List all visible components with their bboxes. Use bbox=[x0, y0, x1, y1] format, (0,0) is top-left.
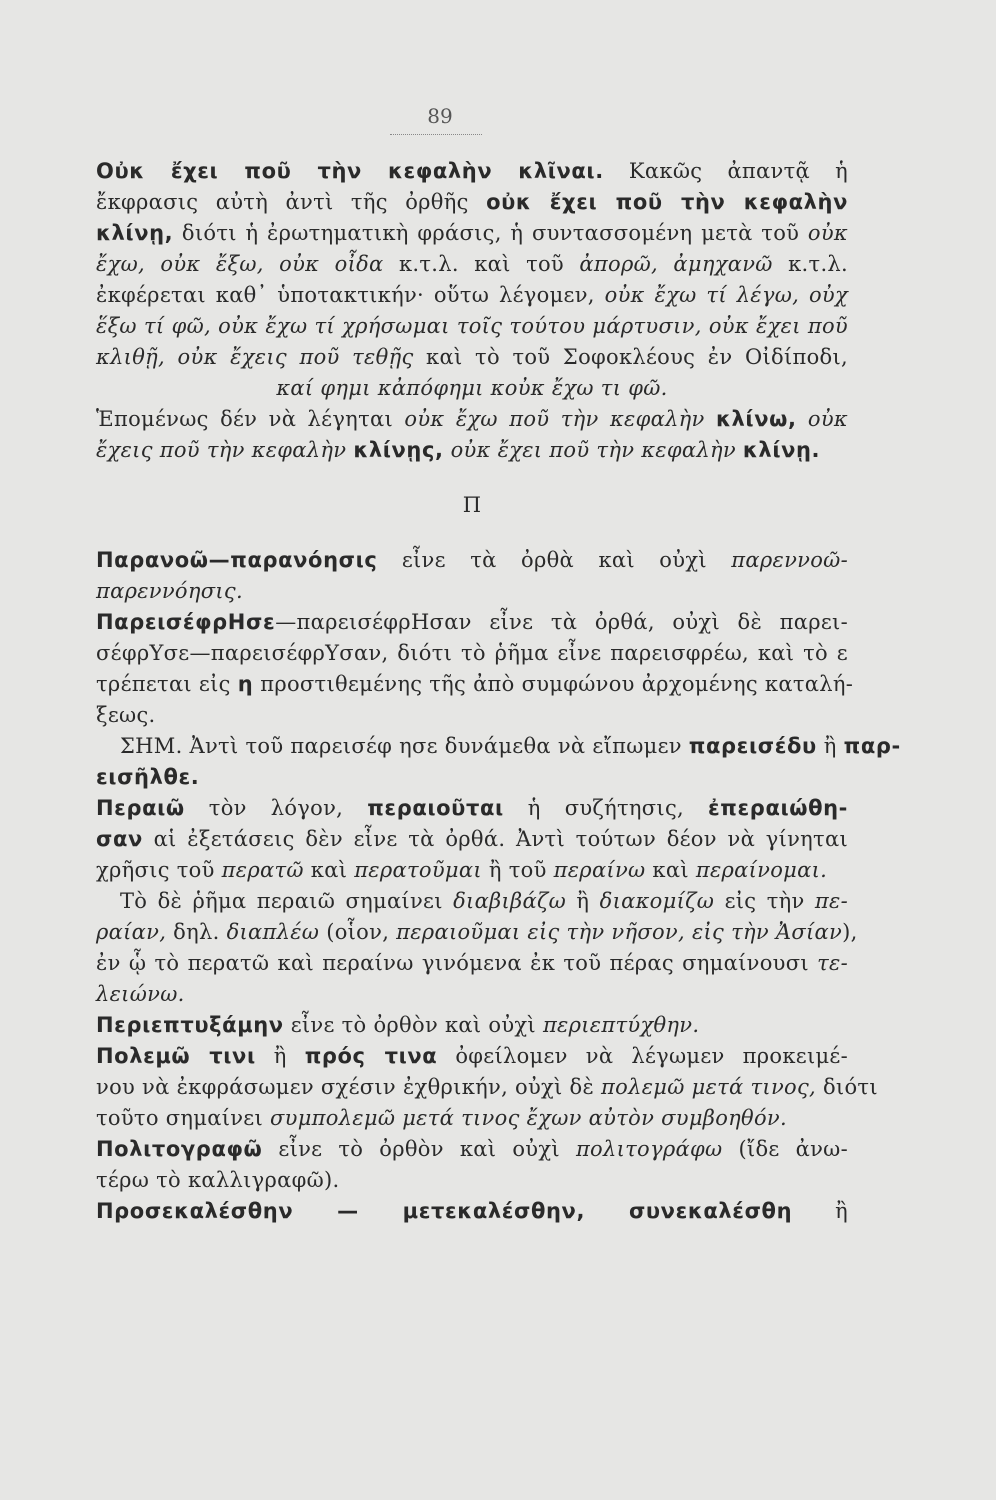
bold-term: οὐκ ἔχει ποῦ τὴν κεφαλὴν bbox=[486, 190, 848, 214]
bold-term: Πολεμῶ τινι bbox=[96, 1044, 256, 1068]
text-line bbox=[96, 1041, 848, 1072]
text-line bbox=[96, 762, 848, 793]
text-line bbox=[96, 1165, 848, 1196]
bold-term: παρ- bbox=[843, 734, 901, 758]
bold-term: κλίνῃς, bbox=[353, 438, 444, 462]
text-run: ἢ bbox=[816, 734, 844, 758]
text-line bbox=[96, 793, 848, 824]
text-run: τὸν λόγον, bbox=[184, 796, 368, 820]
text-line bbox=[96, 1196, 848, 1227]
text-run: τρέπεται εἰς bbox=[96, 672, 238, 696]
text-run: καὶ τὸ τοῦ Σοφοκλέους ἐν Οἰδίποδι, bbox=[413, 345, 848, 369]
bold-term: κλίνῃ. bbox=[742, 438, 821, 462]
text-run: εἶνε τὸ ὀρθὸν καὶ οὐχὶ bbox=[283, 1013, 543, 1037]
bold-term: κλίνῃ, bbox=[96, 221, 174, 245]
text-line bbox=[96, 700, 848, 731]
bold-term: Προσεκαλέσθην — μετεκαλέσθην, συνεκαλέσθη bbox=[96, 1199, 793, 1223]
italic-term: διαπλέω bbox=[226, 920, 320, 944]
bold-term: εισῆλθε. bbox=[96, 765, 200, 789]
text-line bbox=[96, 1010, 848, 1041]
text-run: χρῆσις τοῦ bbox=[96, 858, 222, 882]
text-line bbox=[96, 545, 848, 576]
text-line bbox=[96, 855, 848, 886]
text-run: ἐκφέρεται καθ᾽ ὑποτακτικήν· οὕτω λέγομεν, bbox=[96, 283, 605, 307]
text-line bbox=[96, 187, 848, 218]
text-line bbox=[96, 917, 858, 948]
header-rule bbox=[390, 134, 482, 135]
text-run: σέφρΥσε—παρεισέφρΥσαν, διότι τὸ ῥῆμα εἶνε παρεισφρέω, καὶ τὸ ε bbox=[96, 641, 848, 665]
bold-term: πρός τινα bbox=[304, 1044, 438, 1068]
text-line bbox=[96, 1072, 878, 1103]
italic-term: πε- bbox=[814, 889, 848, 913]
text-line bbox=[96, 156, 848, 187]
text-line bbox=[96, 638, 848, 669]
bold-term: σαν bbox=[96, 827, 143, 851]
italic-term: διαβιβάζω bbox=[453, 889, 567, 913]
text-run: νου νὰ ἐκφράσωμεν σχέσιν ἐχθρικήν, οὐχὶ δὲ bbox=[96, 1075, 602, 1099]
italic-term: περατῶ bbox=[221, 858, 304, 882]
italic-term: ἀπορῶ, ἀμηχανῶ bbox=[579, 252, 773, 276]
text-run: καὶ bbox=[645, 858, 696, 882]
italic-term: οὐκ ἔχω τί λέγω, οὐχ bbox=[604, 283, 848, 307]
text-run: ξεως. bbox=[96, 703, 156, 727]
text-run: εἰς τὴν bbox=[714, 889, 815, 913]
bold-term: Πολιτογραφῶ bbox=[96, 1137, 263, 1161]
text-line bbox=[96, 280, 848, 311]
text-run: προστιθεμένης τῆς ἀπὸ συμφώνου ἀρχομένης καταλή- bbox=[253, 672, 854, 696]
text-line bbox=[96, 948, 848, 979]
text-run: Ἑπομένως δέν νὰ λέγηται bbox=[96, 407, 405, 431]
text-line bbox=[96, 731, 901, 762]
text-run: Κακῶς ἀπαντᾷ ἡ bbox=[603, 159, 848, 183]
italic-term: οὐκ bbox=[807, 221, 848, 245]
text-line bbox=[96, 607, 848, 638]
text-line bbox=[96, 249, 848, 280]
text-run: τοῦτο σημαίνει bbox=[96, 1106, 270, 1130]
text-line bbox=[96, 404, 848, 435]
italic-term: οὐκ ἔχω ποῦ τὴν κεφαλὴν bbox=[404, 407, 716, 431]
spacer bbox=[96, 521, 848, 545]
text-line bbox=[96, 576, 848, 607]
bold-term: ἐπεραιώθη- bbox=[708, 796, 848, 820]
italic-term: ἕξω τί φῶ, οὐκ ἔχω τί χρήσωμαι τοῖς τούτου μάρτυσιν, οὐκ ἔχει ποῦ bbox=[96, 314, 848, 338]
text-run: (οἷον, bbox=[319, 920, 397, 944]
italic-term: περαιοῦμαι εἰς τὴν νῆσον, εἰς τὴν Ἀσίαν bbox=[396, 920, 843, 944]
text-run: ἡ συζήτησις, bbox=[503, 796, 709, 820]
text-run: κ.τ.λ. καὶ τοῦ bbox=[383, 252, 580, 276]
text-line bbox=[96, 311, 848, 342]
text-line bbox=[96, 435, 848, 466]
text-run: ΣΗΜ. Ἀντὶ τοῦ παρεισέφ ησε δυνάμεθα νὰ εἴπωμεν bbox=[120, 734, 689, 758]
italic-term: πολεμῶ μετά τινος, bbox=[601, 1075, 817, 1099]
italic-term: καί φημι κἀπόφημι κοὐκ ἔχω τι φῶ. bbox=[276, 376, 668, 400]
bold-term: ΠαρεισέφρΗσε bbox=[96, 610, 276, 634]
italic-term: οὐκ bbox=[796, 407, 848, 431]
italic-term: παρεννοῶ- bbox=[731, 548, 848, 572]
italic-term: παρεννόησις. bbox=[96, 579, 243, 603]
text-line bbox=[96, 490, 848, 521]
bold-term: κλίνω, bbox=[716, 407, 797, 431]
text-line bbox=[96, 1103, 848, 1134]
italic-term: οὐκ ἔχει ποῦ τὴν κεφαλὴν bbox=[443, 438, 743, 462]
text-run: (ἴδε ἀνω- bbox=[722, 1137, 848, 1161]
text-run: καὶ bbox=[303, 858, 355, 882]
body-text bbox=[96, 156, 901, 1227]
italic-term: περαίνομαι. bbox=[695, 858, 828, 882]
italic-term: περιεπτύχθην. bbox=[542, 1013, 700, 1037]
page-number: 89 bbox=[427, 104, 453, 128]
text-run: ἐν ᾧ τὸ περατῶ καὶ περαίνω γινόμενα ἐκ τοῦ πέρας σημαίνουσι bbox=[96, 951, 818, 975]
italic-term: περαίνω bbox=[553, 858, 646, 882]
bold-term: Περαιῶ bbox=[96, 796, 185, 820]
italic-term: ἔχεις ποῦ τὴν κεφαλὴν bbox=[96, 438, 354, 462]
text-run: αἱ ἐξετάσεις δὲν εἶνε τὰ ὀρθά. Ἀντὶ τούτων δέον νὰ γίνηται bbox=[142, 827, 848, 851]
text-run: —παρεισέφρΗσαν εἶνε τὰ ὀρθά, οὐχὶ δὲ παρει- bbox=[275, 610, 848, 634]
italic-term: πολιτογράφω bbox=[575, 1137, 723, 1161]
text-run: ἢ bbox=[255, 1044, 305, 1068]
text-line bbox=[96, 1134, 848, 1165]
text-run: διότι ἡ ἐρωτηματικὴ φράσις, ἡ συντασσομένη μετὰ τοῦ bbox=[173, 221, 808, 245]
text-line bbox=[96, 373, 848, 404]
italic-term: τε- bbox=[817, 951, 848, 975]
italic-term: συμπολεμῶ μετά τινος ἔχων αὐτὸν συμβοηθόν. bbox=[270, 1106, 787, 1130]
bold-term: Οὐκ ἔχει ποῦ τὴν κεφαλὴν κλῖναι. bbox=[96, 159, 604, 183]
text-line bbox=[96, 886, 848, 917]
text-line bbox=[96, 218, 848, 249]
italic-term: ραίαν, bbox=[96, 920, 167, 944]
text-run: ἢ bbox=[566, 889, 600, 913]
text-run: Τὸ δὲ ῥῆμα περαιῶ σημαίνει bbox=[120, 889, 454, 913]
text-line bbox=[96, 342, 848, 373]
italic-term: κλιθῇ, οὐκ ἔχεις ποῦ τεθῇς bbox=[96, 345, 414, 369]
text-line bbox=[96, 979, 848, 1010]
text-run: διότι bbox=[816, 1075, 878, 1099]
text-run: ἢ τοῦ bbox=[481, 858, 554, 882]
text-run: ἢ bbox=[792, 1199, 848, 1223]
text-run: ἔκφρασις αὐτὴ ἀντὶ τῆς ὀρθῆς bbox=[96, 190, 487, 214]
text-line bbox=[96, 824, 848, 855]
italic-term: ἔχω, οὐκ ἔξω, οὐκ οἶδα bbox=[96, 252, 384, 276]
text-run: ὀφείλομεν νὰ λέγωμεν προκειμέ- bbox=[437, 1044, 848, 1068]
text-run: τέρω τὸ καλλιγραφῶ). bbox=[96, 1168, 340, 1192]
text-run: ), bbox=[842, 920, 858, 944]
italic-term: διακομίζω bbox=[599, 889, 715, 913]
bold-term: παρεισέδυ bbox=[688, 734, 817, 758]
text-line bbox=[96, 669, 854, 700]
text-run: δηλ. bbox=[166, 920, 227, 944]
bold-term: η bbox=[237, 672, 254, 696]
bold-term: Περιεπτυξάμην bbox=[96, 1013, 284, 1037]
bold-term: περαιοῦται bbox=[367, 796, 504, 820]
text-run: Π bbox=[462, 493, 482, 517]
spacer bbox=[96, 466, 848, 490]
text-run: εἶνε τὰ ὀρθὰ καὶ οὐχὶ bbox=[377, 548, 732, 572]
text-run: εἶνε τὸ ὀρθὸν καὶ οὐχὶ bbox=[262, 1137, 576, 1161]
italic-term: λειώνω. bbox=[96, 982, 185, 1006]
text-run: κ.τ.λ. bbox=[772, 252, 849, 276]
italic-term: περατοῦμαι bbox=[354, 858, 482, 882]
bold-term: Παρανοῶ—παρανόησις bbox=[96, 548, 378, 572]
